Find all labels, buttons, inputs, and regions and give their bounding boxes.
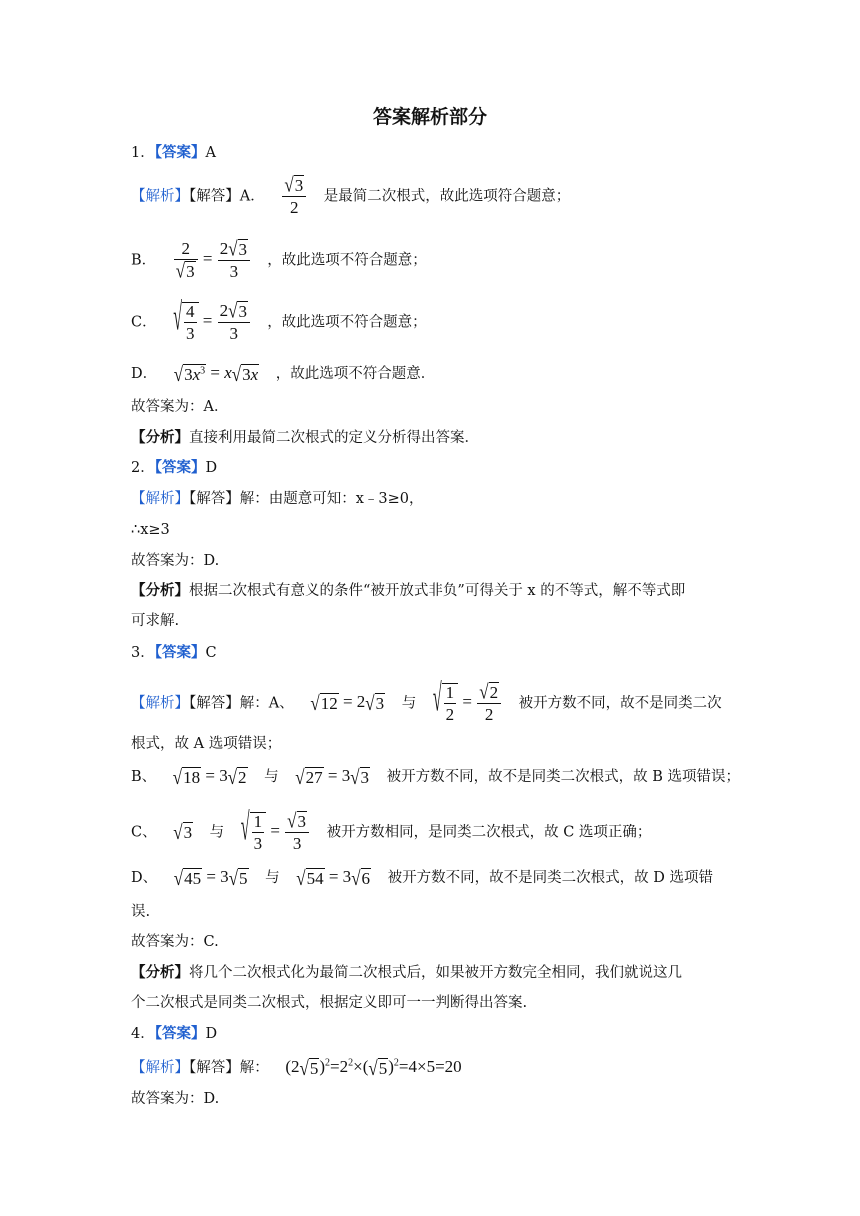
- q3-answer: C: [205, 645, 217, 661]
- q1-solution-b: [131, 237, 427, 283]
- formula-sqrt18: √18 = 3√2: [172, 765, 247, 789]
- formula-sqrt27: √27 = 3√3: [295, 765, 370, 789]
- formula-b: $\frac{2}{√3}$ = $\frac{2√3}{3}$: [173, 249, 256, 268]
- q3-option-d-text: 被开方数不同，故不是同类二次根式，故 D 选项错: [387, 870, 713, 886]
- with-word: 与: [401, 695, 417, 712]
- q3-analysis-2: 个二次根式是同类二次根式，根据定义即可一一判断得出答案.: [131, 995, 528, 1011]
- q2-analysis-2: 可求解.: [131, 613, 180, 629]
- fenxi-tag: 【分析】: [131, 583, 189, 599]
- formula-sqrt3: √3: [173, 820, 193, 844]
- formula-sqrt-half: √ $\frac{1}{2}$ = $\frac{√2}{2}$: [433, 692, 502, 711]
- q3-solution-a-cont: 根式，故 A 选项错误；: [131, 736, 282, 752]
- analysis-tag: 【解析】: [131, 695, 189, 712]
- formula-d: $√3x^3 = x√3x$: [173, 362, 259, 386]
- formula-c: √ $\frac{4}{3}$ = $\frac{2√3}{3}$: [173, 311, 255, 330]
- q1-solution-a: [131, 173, 571, 218]
- q4-solution: [131, 1056, 462, 1080]
- q1-answer-line: [131, 146, 216, 161]
- analysis-tag: 【解析】: [131, 1060, 189, 1076]
- fenxi-tag: 【分析】: [131, 965, 189, 981]
- q4-answer-line: [131, 1027, 217, 1042]
- analysis-tag: 【解析】: [131, 491, 189, 507]
- answer-tag: 【答案】: [154, 145, 206, 161]
- q1-analysis-text: 直接利用最简二次根式的定义分析得出答案．: [189, 430, 479, 446]
- formula-sqrt-third: √ $\frac{1}{3}$ = $\frac{√3}{3}$: [241, 821, 310, 840]
- q3-option-b-text: 被开方数不同，故不是同类二次根式，故 B 选项错误；: [386, 769, 741, 785]
- q3-option-c-text: 被开方数相同，是同类二次根式，故 C 选项正确；: [326, 824, 652, 841]
- q3-option-a-label: 解：A、: [239, 695, 294, 712]
- q3-result: 故答案为：C.: [131, 934, 219, 950]
- q4-answer: D: [205, 1026, 218, 1042]
- formula-sqrt12: √12 = 2√3: [310, 691, 385, 715]
- q2-solve-text: 解：由题意可知：x﹣3≥0，: [239, 491, 424, 507]
- answer-tag: 【答案】: [154, 460, 206, 476]
- q2-result: 故答案为：D.: [131, 553, 220, 569]
- q3-solution-a: [131, 679, 722, 725]
- q1-result: 故答案为：A．: [131, 399, 229, 415]
- q3-solution-b: [131, 765, 741, 789]
- q1-analysis: [131, 431, 479, 446]
- q3-analysis-text: 将几个二次根式化为最简二次根式后，如果被开方数完全相同，我们就说这几: [189, 965, 682, 981]
- page-title: 答案解析部分: [372, 106, 487, 128]
- q1-number: 1．: [131, 145, 155, 161]
- answer-tag: 【答案】: [154, 645, 206, 661]
- q4-solve-prefix: 解：: [239, 1060, 269, 1076]
- q3-answer-line: [131, 646, 217, 661]
- option-a-text: 是最简二次根式，故此选项符合题意；: [323, 188, 571, 205]
- formula-q4: $(2√5)^2=2^2\times(√5)^2=4\times 5=20$: [285, 1056, 462, 1080]
- solution-tag: 【解答】: [189, 695, 240, 712]
- q4-result: 故答案为：D.: [131, 1091, 220, 1107]
- option-c-text: ，故此选项不符合题意；: [267, 314, 427, 331]
- solution-tag: 【解答】: [189, 188, 240, 205]
- q3-option-d-label: D、: [131, 870, 158, 886]
- with-word: 与: [264, 769, 279, 785]
- q1-solution-c: [131, 298, 427, 344]
- q2-analysis-1: [131, 584, 685, 599]
- with-word: 与: [209, 824, 225, 841]
- q2-step: ∴x≥3: [131, 522, 170, 538]
- q2-answer-line: [131, 461, 217, 476]
- solution-tag: 【解答】: [189, 491, 240, 507]
- q3-analysis-1: [131, 966, 682, 981]
- option-b-label: B．: [131, 252, 157, 269]
- q3-solution-d: [131, 866, 713, 890]
- q1-solution-d: [131, 362, 436, 386]
- q3-option-c-label: C、: [131, 824, 157, 841]
- formula-sqrt45: √45 = 3√5: [173, 866, 248, 890]
- option-d-label: D．: [131, 366, 158, 382]
- option-c-label: C．: [131, 314, 157, 331]
- formula-sqrt54: √54 = 3√6: [296, 866, 371, 890]
- q4-number: 4．: [131, 1026, 155, 1042]
- analysis-tag: 【解析】: [131, 188, 189, 205]
- q3-solution-d-cont: 误.: [131, 904, 151, 920]
- q3-solution-c: [131, 808, 652, 854]
- solution-tag: 【解答】: [189, 1060, 240, 1076]
- fenxi-tag: 【分析】: [131, 430, 189, 446]
- option-d-text: ，故此选项不符合题意．: [275, 366, 436, 382]
- option-b-text: ，故此选项不符合题意；: [267, 252, 427, 269]
- answer-tag: 【答案】: [154, 1026, 206, 1042]
- q2-analysis-text: 根据二次根式有意义的条件“被开放式非负”可得关于 x 的不等式，解不等式即: [189, 583, 686, 599]
- with-word: 与: [265, 870, 280, 886]
- q1-answer: A: [205, 145, 216, 161]
- q2-solution: [131, 492, 424, 507]
- q3-option-a-text: 被开方数不同，故不是同类二次: [518, 695, 722, 712]
- q4-formula-tail: =4×5=20: [398, 1057, 462, 1076]
- q2-number: 2．: [131, 460, 155, 476]
- q3-option-b-label: B、: [131, 769, 157, 785]
- option-a-label: A．: [239, 188, 265, 205]
- q3-number: 3．: [131, 645, 155, 661]
- formula-sqrt3-over-2: $\frac{√3}{2}$: [282, 176, 306, 217]
- q2-answer: D: [205, 460, 218, 476]
